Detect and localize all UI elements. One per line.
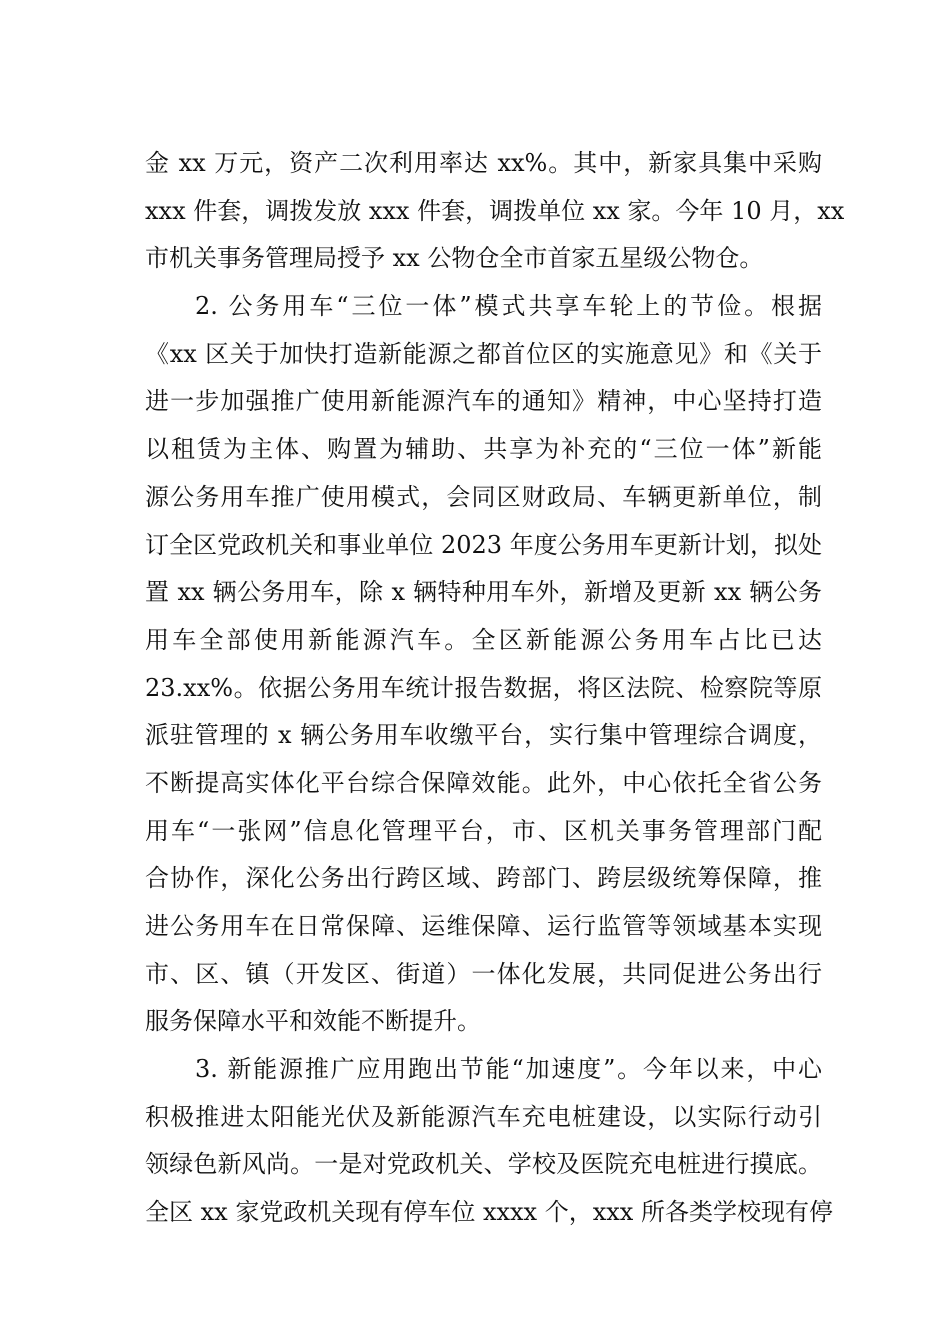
- section-heading-line: 2. 公务用车“三位一体”模式共享车轮上的节俭。根据: [195, 292, 822, 321]
- text-line: 用车“一张网”信息化管理平台，市、区机关事务管理部门配: [145, 816, 822, 845]
- text-line: 用车全部使用新能源汽车。全区新能源公务用车占比已达: [145, 625, 822, 654]
- text-line: 置 xx 辆公务用车，除 x 辆特种用车外，新增及更新 xx 辆公务: [145, 578, 822, 607]
- text-line: 23.xx%。依据公务用车统计报告数据，将区法院、检察院等原: [145, 673, 822, 702]
- text-line: 积极推进太阳能光伏及新能源汽车充电桩建设，以实际行动引: [145, 1102, 822, 1131]
- text-line: 以租赁为主体、购置为辅助、共享为补充的“三位一体”新能: [145, 435, 822, 464]
- document-page: [145, 140, 845, 1237]
- text-line: 不断提高实体化平台综合保障效能。此外，中心依托全省公务: [145, 768, 822, 797]
- text-line: 服务保障水平和效能不断提升。: [145, 1007, 481, 1036]
- paragraph-asset-reuse: [145, 140, 845, 283]
- text-line: 市机关事务管理局授予 xx 公物仓全市首家五星级公物仓。: [145, 244, 764, 273]
- text-line: 合协作，深化公务出行跨区域、跨部门、跨层级统筹保障，推: [145, 864, 822, 893]
- text-line: 市、区、镇（开发区、街道）一体化发展，共同促进公务出行: [145, 959, 822, 988]
- paragraph-official-vehicles: [145, 283, 822, 1046]
- text-line: 源公务用车推广使用模式，会同区财政局、车辆更新单位，制: [145, 482, 822, 511]
- text-line: 订全区党政机关和事业单位 2023 年度公务用车更新计划，拟处: [145, 530, 822, 559]
- text-line: 金 xx 万元，资产二次利用率达 xx%。其中，新家具集中采购: [145, 149, 822, 177]
- paragraph-new-energy: [145, 1046, 833, 1237]
- text-line: 领绿色新风尚。一是对党政机关、学校及医院充电桩进行摸底。: [145, 1150, 822, 1179]
- text-line: 全区 xx 家党政机关现有停车位 xxxx 个，xxx 所各类学校现有停: [145, 1198, 833, 1227]
- text-line: 派驻管理的 x 辆公务用车收缴平台，实行集中管理综合调度，: [145, 721, 822, 750]
- text-line: 进一步加强推广使用新能源汽车的通知》精神，中心坚持打造: [145, 387, 822, 416]
- section-heading-line: 3. 新能源推广应用跑出节能“加速度”。今年以来，中心: [195, 1055, 822, 1084]
- text-line: 《xx 区关于加快打造新能源之都首位区的实施意见》和《关于: [145, 339, 822, 368]
- text-line: 进公务用车在日常保障、运维保障、运行监管等领域基本实现: [145, 912, 822, 940]
- text-line: xxx 件套，调拨发放 xxx 件套，调拨单位 xx 家。今年 10 月，xx: [145, 196, 845, 225]
